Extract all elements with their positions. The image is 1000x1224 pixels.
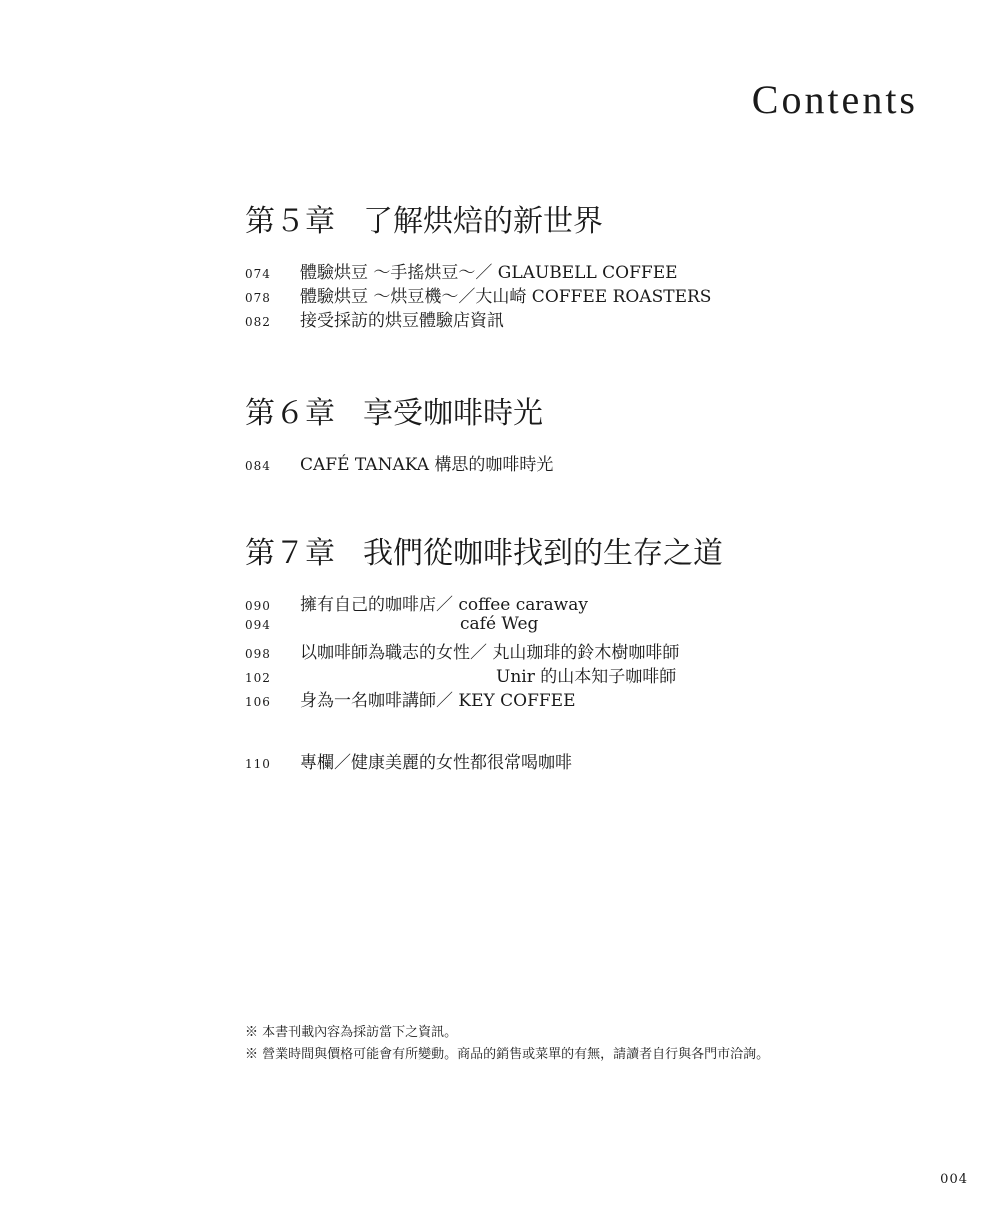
chapter-heading (245, 396, 553, 432)
chapter-number: 第７章 (245, 536, 335, 571)
toc-entry[interactable] (245, 306, 711, 330)
page-title: Contents (751, 77, 918, 122)
footnote: ※ 本書刊載內容為採訪當下之資訊。 (245, 1025, 458, 1040)
footnotes (245, 1022, 769, 1066)
chapter-title: 我們從咖啡找到的生存之道 (363, 536, 723, 571)
entry-page-number: 098 (245, 647, 271, 661)
entry-page-number: 074 (245, 267, 271, 281)
toc-entry[interactable] (245, 686, 723, 710)
entry-title: 擁有自己的咖啡店／ coffee caraway (300, 595, 588, 615)
entry-title: 體驗烘豆 ～手搖烘豆～／ GLAUBELL COFFEE (300, 263, 678, 283)
entry-title: 身為一名咖啡講師／ KEY COFFEE (300, 691, 576, 711)
chapter-heading (245, 204, 711, 240)
page-number: 004 (940, 1172, 968, 1187)
chapter-title: 了解烘焙的新世界 (363, 204, 603, 239)
entry-page-number: 078 (245, 291, 271, 305)
entry-page-number: 106 (245, 695, 271, 709)
entry-title: café Weg (460, 614, 539, 634)
chapter-number: 第５章 (245, 204, 335, 239)
column-entry (245, 748, 572, 772)
toc-entry[interactable] (245, 748, 572, 772)
footnote: ※ 營業時間與價格可能會有所變動。商品的銷售或菜單的有無，請讀者自行與各門市洽詢。 (245, 1047, 770, 1062)
entry-page-number: 102 (245, 671, 271, 685)
entry-page-number: 084 (245, 459, 271, 473)
toc-entry[interactable] (245, 590, 723, 614)
toc-entry[interactable] (245, 662, 723, 686)
chapter-7 (245, 536, 723, 710)
chapter-heading (245, 536, 723, 572)
entry-title: Unir 的山本知子咖啡師 (496, 667, 677, 687)
toc-entry[interactable] (245, 282, 711, 306)
toc-entry[interactable] (245, 258, 711, 282)
chapter-number: 第６章 (245, 396, 335, 431)
entry-title: 接受採訪的烘豆體驗店資訊 (300, 311, 504, 331)
toc-entry[interactable] (245, 450, 553, 474)
toc-entry[interactable] (245, 614, 723, 638)
entry-title: 專欄／健康美麗的女性都很常喝咖啡 (300, 753, 572, 773)
chapter-5 (245, 204, 711, 330)
entry-page-number: 082 (245, 315, 271, 329)
entry-page-number: 090 (245, 599, 271, 613)
chapter-6 (245, 396, 553, 474)
entry-title: 以咖啡師為職志的女性／ 丸山珈琲的鈴木樹咖啡師 (300, 643, 680, 663)
entry-title: CAFÉ TANAKA 構思的咖啡時光 (300, 455, 554, 475)
chapter-title: 享受咖啡時光 (363, 396, 543, 431)
entry-page-number: 094 (245, 618, 271, 632)
toc-entry[interactable] (245, 638, 723, 662)
entry-title: 體驗烘豆 ～烘豆機～／大山崎 COFFEE ROASTERS (300, 287, 712, 307)
entry-page-number: 110 (245, 757, 271, 771)
